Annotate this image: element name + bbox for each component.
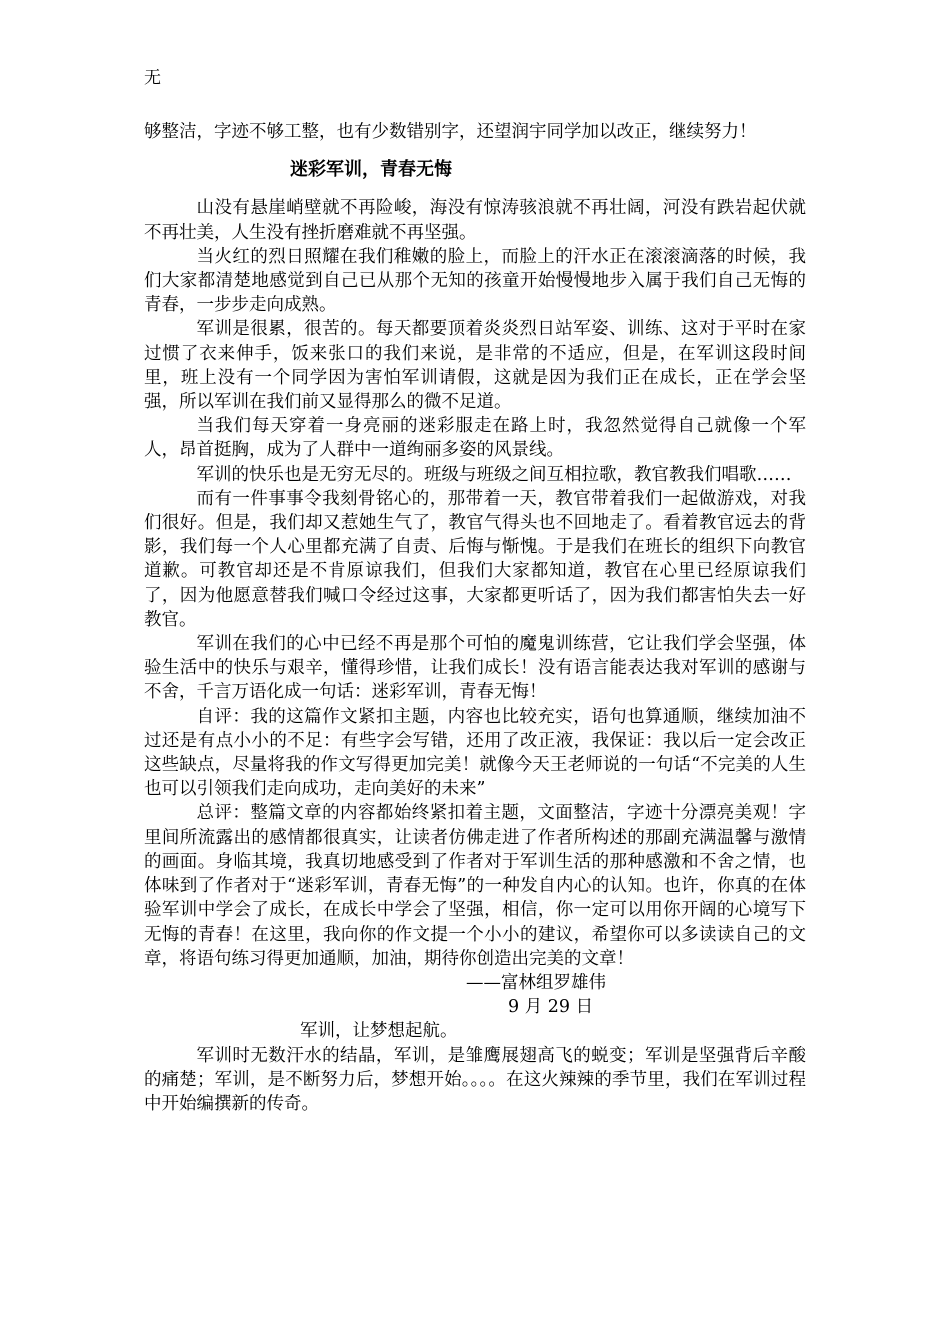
paragraph-2: 当火红的烈日照耀在我们稚嫩的脸上，而脸上的汗水正在滚滚滴落的时候，我们大家都清楚地感觉到自己已从那个无知的孩童开始慢慢地步入属于我们自己无悔的青春，一步步走向成熟。 <box>144 246 806 316</box>
paragraph-6: 而有一件事事令我刻骨铭心的，那带着一天，教官带着我们一起做游戏，对我们很好。但是，我们却又惹她生气了，教官气得头也不回地走了。看着教官远去的背影，我们每一个人心里都充满了自责、后悔与惭愧。于是我们在班长的组织下向教官道歉。可教官却还是不肯原谅我们，但我们大家都知道，教官在心里已经原谅我们了，因为他愿意替我们喊口令经过这事，大家都更听话了，因为我们都害怕失去一好教官。 <box>144 488 806 630</box>
paragraph-5: 军训的快乐也是无穷无尽的。班级与班级之间互相拉歌，教官教我们唱歌…… <box>196 464 792 485</box>
document-body <box>144 120 806 1116</box>
overall-review: 总评：整篇文章的内容都始终紧扣着主题，文面整洁，字迹十分漂亮美观！字里间所流露出的感情都很真实，让读者仿佛走进了作者所构述的那副充满温馨与激情的画面。身临其境，我真切地感受到了作者对于军训生活的那种感激和不舍之情，也体味到了作者对于“迷彩军训，青春无悔”的一种发自内心的认知。也许，你真的在体验军训中学会了成长，在成长中学会了坚强，相信，你一定可以用你开阔的心境写下无悔的青春！在这里，我向你的作文提一个小小的建议，希望你可以多读读自己的文章，将语句练习得更加通顺，加油，期待你创造出完美的文章！ <box>144 803 806 969</box>
next-essay-paragraph: 军训时无数汗水的结晶，军训，是雏鹰展翅高飞的蜕变；军训是坚强背后辛酸的痛楚；军训，是不断努力后，梦想开始。。。。在这火辣辣的季节里，我们在军训过程中开始编撰新的传奇。 <box>144 1045 806 1114</box>
paragraph-3: 军训是很累，很苦的。每天都要顶着炎炎烈日站军姿、训练、这对于平时在家过惯了衣来伸手，饭来张口的我们来说，是非常的不适应，但是，在军训这段时间里，班上没有一个同学因为害怕军训请假，这就是因为我们正在成长，正在学会坚强，所以军训在我们前又显得那么的微不足道。 <box>144 319 806 413</box>
paragraph-1: 山没有悬崖峭壁就不再险峻，海没有惊涛骇浪就不再壮阔，河没有跌岩起伏就不再壮美，人生没有挫折磨难就不再坚强。 <box>144 198 806 243</box>
date: 9 月 29 日 <box>508 997 594 1018</box>
essay-title: 迷彩军训，青春无悔 <box>290 159 452 181</box>
self-review: 自评：我的这篇作文紧扣主题，内容也比较充实，语句也算通顺，继续加油不过还是有点小小的不足：有些字会写错，还用了改正液，我保证：我以后一定会改正这些缺点，尽量将我的作文写得更加完美！就像今天王老师说的一句话“不完美的人生也可以引领我们走向成功，走向美好的未来” <box>144 706 806 800</box>
carryover-text: 够整洁，字迹不够工整，也有少数错别字，还望润宇同学加以改正，继续努力！ <box>144 122 757 142</box>
signature: ——富林组罗雄伟 <box>466 972 606 993</box>
next-essay-title: 军训，让梦想起航。 <box>300 1021 458 1042</box>
page-header: 无 <box>144 68 161 88</box>
paragraph-4: 当我们每天穿着一身亮丽的迷彩服走在路上时，我忽然觉得自己就像一个军人，昂首挺胸，成为了人群中一道绚丽多姿的风景线。 <box>144 416 806 461</box>
paragraph-7: 军训在我们的心中已经不再是那个可怕的魔鬼训练营，它让我们学会坚强，体验生活中的快乐与艰辛，懂得珍惜，让我们成长！没有语言能表达我对军训的感谢与不舍，千言万语化成一句话：迷彩军训，青春无悔！ <box>144 634 806 703</box>
